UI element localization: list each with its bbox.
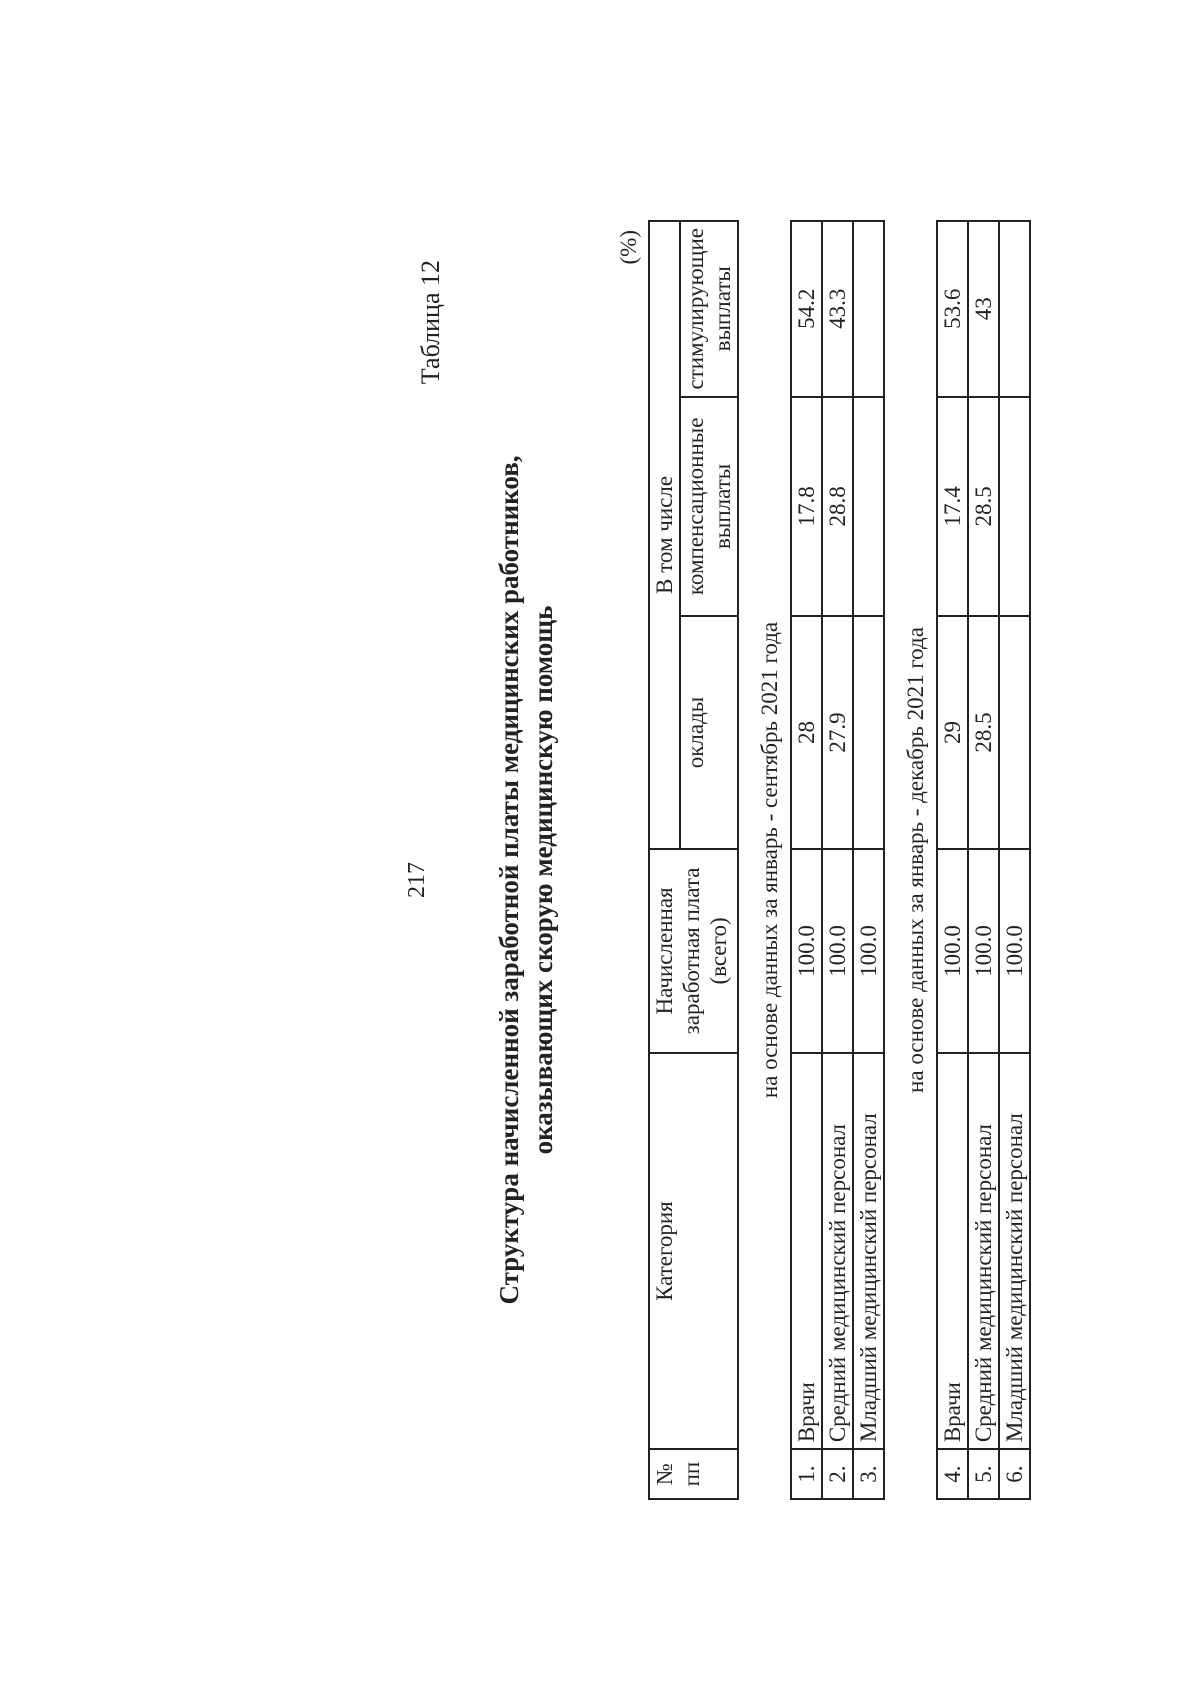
- row-stimulating: [999, 221, 1030, 397]
- row-salaries: 29: [937, 616, 968, 849]
- header-salaries: оклады: [680, 616, 738, 849]
- header-total-line-1: Начисленная: [652, 887, 677, 1015]
- row-total: 100.0: [999, 849, 1030, 1053]
- row-number: 3.: [853, 1449, 884, 1499]
- row-salaries: 27.9: [822, 616, 853, 849]
- section-row: [755, 221, 784, 1499]
- row-stimulating: 53.6: [937, 221, 968, 397]
- header-total-line-2: заработная плата: [679, 867, 704, 1035]
- row-stimulating: 43.3: [822, 221, 853, 397]
- row-salaries: [853, 616, 884, 849]
- row-number: 6.: [999, 1449, 1030, 1499]
- row-number: 5.: [968, 1449, 999, 1499]
- header-total-line-3: (всего): [706, 917, 731, 985]
- header-stim-line-2: выплаты: [710, 266, 735, 352]
- header-comp-line-2: выплаты: [710, 463, 735, 549]
- unit-label: (%): [616, 230, 641, 265]
- row-stimulating: [853, 221, 884, 397]
- row-stimulating: 54.2: [791, 221, 822, 397]
- row-salaries: 28: [791, 616, 822, 849]
- table-row: [822, 221, 853, 1499]
- row-category: Врачи: [791, 1053, 822, 1449]
- section-row: [901, 221, 930, 1499]
- row-number: 2.: [822, 1449, 853, 1499]
- table-row: [937, 221, 968, 1499]
- header-stimulating: [680, 221, 738, 397]
- row-compensation: 28.8: [822, 397, 853, 617]
- row-category: Младший медицинский персонал: [853, 1053, 884, 1449]
- section-label: на основе данных за январь - сентябрь 2021 года: [757, 621, 782, 1099]
- row-category: Младший медицинский персонал: [999, 1053, 1030, 1449]
- table-label: Таблица 12: [416, 260, 445, 385]
- header-number-line-2: пп: [679, 1461, 704, 1487]
- rotated-page: [380, 120, 1027, 1640]
- table-row: [853, 221, 884, 1499]
- table-row: [968, 221, 999, 1499]
- table-row: [999, 221, 1030, 1499]
- title-line-2: оказывающих скорую медицинскую помощь: [528, 605, 558, 1155]
- row-total: 100.0: [937, 849, 968, 1053]
- row-compensation: 17.4: [937, 397, 968, 617]
- page-number: 217: [404, 862, 430, 898]
- header-category: Категория: [649, 1053, 738, 1449]
- row-number: 4.: [937, 1449, 968, 1499]
- page-title: [492, 120, 560, 1640]
- row-salaries: 28.5: [968, 616, 999, 849]
- row-category: Врачи: [937, 1053, 968, 1449]
- section-label: на основе данных за январь - декабрь 2021 года: [903, 627, 928, 1093]
- row-total: 100.0: [853, 849, 884, 1053]
- header-compensation: [680, 397, 738, 617]
- table-header: [649, 221, 738, 1499]
- row-salaries: [999, 616, 1030, 849]
- row-category: Средний медицинский персонал: [822, 1053, 853, 1449]
- row-compensation: 28.5: [968, 397, 999, 617]
- row-total: 100.0: [791, 849, 822, 1053]
- table-row: [791, 221, 822, 1499]
- header-group: В том числе: [649, 221, 680, 849]
- table-body: [738, 221, 1030, 1499]
- row-total: 100.0: [822, 849, 853, 1053]
- header-comp-line-1: компенсационные: [683, 417, 708, 596]
- row-number: 1.: [791, 1449, 822, 1499]
- header-total: [649, 849, 738, 1053]
- row-compensation: [999, 397, 1030, 617]
- salary-structure-table: [648, 220, 1031, 1500]
- row-compensation: 17.8: [791, 397, 822, 617]
- row-category: Средний медицинский персонал: [968, 1053, 999, 1449]
- header-stim-line-1: стимулирующие: [683, 228, 708, 390]
- row-stimulating: 43: [968, 221, 999, 397]
- header-number: [649, 1449, 738, 1499]
- title-line-1: Структура начисленной заработной платы медицинских работников,: [494, 455, 524, 1305]
- header-number-line-1: №: [652, 1463, 677, 1486]
- row-compensation: [853, 397, 884, 617]
- row-total: 100.0: [968, 849, 999, 1053]
